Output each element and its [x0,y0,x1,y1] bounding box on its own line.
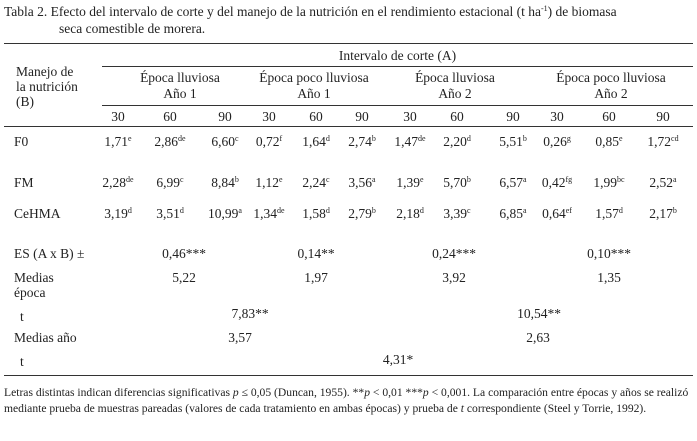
cell-value: 0,26 [543,134,567,149]
cell-significance-letter: de [277,206,285,215]
day-header-9: 90 [506,109,520,124]
intervalo-underline [102,66,693,67]
manejo-header-line-2: la nutrición [16,79,78,94]
season-header-3-line-1: Época lluviosa [415,70,495,85]
medias-epoca-value-4: 1,35 [597,270,621,285]
cell-significance-letter: e [420,175,424,184]
es-value-2: 0,14** [297,246,335,261]
cell-value: 3,39 [443,206,468,221]
season-header-3-line-2: Año 2 [438,86,472,101]
cell-value: 2,28 [102,175,127,190]
day-header-1: 30 [111,109,125,124]
cell-value: 0,72 [255,134,280,149]
cell-significance-letter: f [279,134,283,143]
cell-value: 1,64 [302,134,326,149]
cell-significance-letter: b [672,206,677,215]
cell-significance-letter: g [566,134,571,143]
table-caption [4,3,694,37]
row-label-fm: FM [14,175,34,190]
cell-significance-letter: b [234,175,239,184]
table-cell [631,175,695,191]
cell-value: 1,71 [104,134,129,149]
caption-line-1: Tabla 2. Efecto del intervalo de corte y del manejo de la nutrición en el rendimiento estacional (t $ha^{-1}$) de biomasa [4,4,617,19]
manejo-header-line-1: Manejo de [16,64,74,79]
cell-significance-letter: ef [565,206,572,215]
cell-value: 1,99 [593,175,618,190]
cell-value: 6,99 [156,175,181,190]
cell-value: 1,12 [255,175,280,190]
table-cell [425,206,489,222]
cell-value: 1,39 [396,175,421,190]
season-header-2-line-2: Año 1 [297,86,331,101]
medias-epoca-value-3: 3,92 [442,270,466,285]
season-header-4-line-1: Época poco lluviosa [556,70,666,85]
cell-significance-letter: c [467,206,471,215]
table-cell [631,206,695,222]
cell-value: 1,47 [394,134,419,149]
cell-significance-letter: fg [565,175,573,184]
cell-value: 2,74 [348,134,372,149]
cell-value: 6,85 [499,206,524,221]
cell-value: 10,99 [208,206,239,221]
es-value-4: 0,10*** [587,246,631,261]
day-header-8: 60 [450,109,464,124]
cell-significance-letter: d [127,206,132,215]
cell-significance-letter: e [128,134,132,143]
cell-value: 2,24 [302,175,327,190]
bottom-rule [4,375,693,376]
cell-significance-letter: e [279,175,283,184]
medias-epoca-value-1: 5,22 [172,270,196,285]
cell-significance-letter: e [619,134,623,143]
cell-significance-letter: c [235,134,239,143]
cell-value: 2,17 [649,206,673,221]
cell-value: 5,51 [499,134,523,149]
season-header-1-line-2: Año 1 [163,86,197,101]
cell-significance-letter: de [418,134,426,143]
day-header-6: 90 [355,109,369,124]
cell-significance-letter: d [179,206,184,215]
day-header-5: 60 [309,109,323,124]
cell-significance-letter: a [372,175,376,184]
cell-value: 0,85 [595,134,620,149]
day-header-11: 60 [602,109,616,124]
cell-significance-letter: c [180,175,184,184]
medias-anio-value-2: 2,63 [526,330,550,345]
cell-significance-letter: b [371,206,376,215]
manejo-header-line-3: (B) [16,94,34,109]
cell-value: 6,57 [499,175,524,190]
caption-line-2: seca comestible de morera. [59,21,206,36]
es-label: ES (A x B) ± [14,246,85,261]
season-header-1-line-1: Época lluviosa [140,70,220,85]
season-header-2-line-1: Época poco lluviosa [259,70,369,85]
cell-significance-letter: a [673,175,677,184]
cell-significance-letter: c [326,175,330,184]
medias-anio-label: Medias año [14,330,77,345]
day-header-4: 30 [262,109,276,124]
t-epoca-value-2: 10,54** [517,306,561,321]
medias-anio-value-1: 3,57 [228,330,252,345]
cell-significance-letter: a [238,206,242,215]
header-bottom-rule [4,126,693,127]
cell-value: 3,51 [156,206,180,221]
cell-significance-letter: de [178,134,186,143]
row-label-f0: F0 [14,134,29,149]
cell-significance-letter: d [325,206,330,215]
cell-significance-letter: d [618,206,623,215]
medias-epoca-label-2: época [14,285,46,300]
table-cell [425,134,489,150]
table-cell [631,134,695,150]
day-header-3: 90 [218,109,232,124]
cell-value: 1,72 [647,134,672,149]
medias-epoca-label-1: Medias [14,270,54,285]
cell-value: 8,84 [211,175,235,190]
cell-value: 1,57 [595,206,619,221]
t-anio-value: 4,31* [382,352,414,367]
cell-value: 1,58 [302,206,326,221]
cell-value: 6,60 [211,134,236,149]
cell-significance-letter: b [466,175,471,184]
cell-value: 2,20 [443,134,467,149]
cell-value: 2,79 [348,206,372,221]
t-anio-label: t [20,354,24,369]
cell-significance-letter: d [325,134,330,143]
cell-value: 3,56 [348,175,373,190]
row-label-cehma: CeHMA [14,206,61,221]
cell-value: 0,42 [541,175,566,190]
cell-significance-letter: d [466,134,471,143]
cell-value: 5,70 [443,175,467,190]
day-header-10: 30 [550,109,564,124]
t-epoca-label: t [20,309,24,324]
cell-value: 2,86 [154,134,179,149]
cell-value: 2,52 [649,175,674,190]
season-header-4-line-2: Año 2 [594,86,628,101]
cell-value: 0,64 [542,206,566,221]
cell-value: 2,18 [396,206,420,221]
cell-significance-letter: de [126,175,134,184]
cell-significance-letter: a [523,206,527,215]
table-cell [425,175,489,191]
cell-significance-letter: b [522,134,527,143]
day-header-2: 60 [163,109,177,124]
cell-value: 1,34 [253,206,278,221]
season-underline [102,105,693,106]
day-header-7: 30 [403,109,417,124]
top-rule [4,43,693,44]
cell-significance-letter: cd [671,134,679,143]
es-value-1: 0,46*** [162,246,206,261]
cell-value: 3,19 [104,206,128,221]
es-value-3: 0,24*** [432,246,476,261]
cell-significance-letter: d [419,206,424,215]
cell-significance-letter: bc [617,175,625,184]
t-epoca-value-1: 7,83** [231,306,269,321]
day-header-12: 90 [656,109,670,124]
cell-significance-letter: b [371,134,376,143]
table-footnote: Letras distintas indican diferencias significativas p ≤ 0,05 (Duncan, 1955). **p < 0,01 ***p < 0,001. La comparación entre épocas y años se realizó mediante prueba de muestras pareadas (valores de cada tratamiento en ambas épocas) y prueba de t correspondiente (Steel y Torrie, 1992). [4,386,689,415]
medias-epoca-value-2: 1,97 [304,270,328,285]
intervalo-header: Intervalo de corte (A) [338,48,457,63]
cell-significance-letter: a [523,175,527,184]
